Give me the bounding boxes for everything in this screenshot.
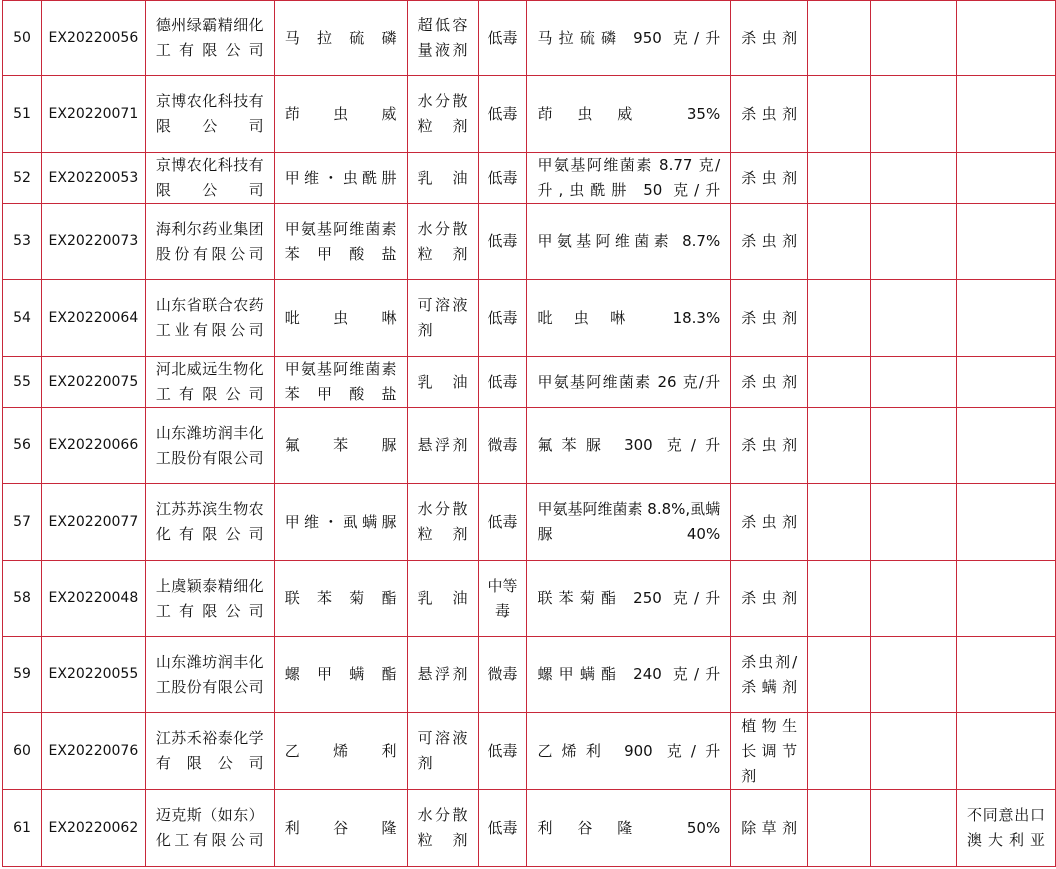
formulation-cell: 水分散粒剂 [407,484,478,561]
empty-cell [808,76,871,153]
registration-number-cell: EX20220062 [41,790,145,867]
active-ingredient-cell: 螺甲螨酯 240 克/升 [527,637,731,713]
remark-cell [957,280,1056,357]
row-number-cell: 58 [3,561,42,637]
active-ingredient-cell: 吡虫啉 18.3% [527,280,731,357]
formulation-cell: 水分散粒剂 [407,76,478,153]
active-ingredient-cell: 甲氨基阿维菌素 8.77 克/升,虫酰肼 50 克/升 [527,153,731,204]
category-cell: 杀虫剂 [731,153,808,204]
product-name-cell: 吡虫啉 [274,280,407,357]
registration-number-cell: EX20220055 [41,637,145,713]
table-row [3,790,1056,867]
registration-number-cell: EX20220064 [41,280,145,357]
category-cell: 杀虫剂 [731,204,808,280]
empty-cell [871,1,957,76]
category-cell: 杀虫剂 [731,357,808,408]
active-ingredient-cell: 甲氨基阿维菌素 8.7% [527,204,731,280]
active-ingredient-cell: 氟苯脲 300 克/升 [527,408,731,484]
company-cell: 迈克斯（如东）化工有限公司 [145,790,274,867]
product-name-cell: 甲氨基阿维菌素苯甲酸盐 [274,204,407,280]
empty-cell [871,357,957,408]
table-row [3,1,1056,76]
toxicity-cell: 低毒 [478,790,527,867]
company-cell: 京博农化科技有限公司 [145,76,274,153]
row-number-cell: 50 [3,1,42,76]
empty-cell [808,357,871,408]
registration-number-cell: EX20220066 [41,408,145,484]
table-row [3,637,1056,713]
formulation-cell: 水分散粒剂 [407,204,478,280]
company-cell: 德州绿霸精细化工有限公司 [145,1,274,76]
remark-cell [957,637,1056,713]
registration-number-cell: EX20220053 [41,153,145,204]
company-cell: 山东潍坊润丰化工股份有限公司 [145,637,274,713]
category-cell: 杀虫剂/杀螨剂 [731,637,808,713]
toxicity-cell: 低毒 [478,204,527,280]
formulation-cell: 悬浮剂 [407,408,478,484]
formulation-cell: 可溶液剂 [407,713,478,790]
formulation-cell: 水分散粒剂 [407,790,478,867]
empty-cell [808,280,871,357]
product-name-cell: 利谷隆 [274,790,407,867]
table-row [3,408,1056,484]
empty-cell [871,790,957,867]
company-cell: 海利尔药业集团股份有限公司 [145,204,274,280]
toxicity-cell: 低毒 [478,357,527,408]
remark-cell [957,76,1056,153]
row-number-cell: 54 [3,280,42,357]
row-number-cell: 52 [3,153,42,204]
remark-cell [957,357,1056,408]
company-cell: 山东潍坊润丰化工股份有限公司 [145,408,274,484]
table-row [3,357,1056,408]
empty-cell [808,637,871,713]
toxicity-cell: 低毒 [478,280,527,357]
category-cell: 杀虫剂 [731,280,808,357]
category-cell: 杀虫剂 [731,408,808,484]
product-name-cell: 氟苯脲 [274,408,407,484]
remark-cell: 不同意出口澳大利亚 [957,790,1056,867]
table-row [3,76,1056,153]
remark-cell [957,204,1056,280]
formulation-cell: 乳油 [407,561,478,637]
empty-cell [871,561,957,637]
registration-number-cell: EX20220076 [41,713,145,790]
toxicity-cell: 低毒 [478,153,527,204]
row-number-cell: 57 [3,484,42,561]
toxicity-cell: 低毒 [478,76,527,153]
empty-cell [808,790,871,867]
registration-number-cell: EX20220056 [41,1,145,76]
toxicity-cell: 微毒 [478,408,527,484]
active-ingredient-cell: 甲氨基阿维菌素 8.8%,虱螨脲 40% [527,484,731,561]
remark-cell [957,1,1056,76]
empty-cell [871,153,957,204]
category-cell: 除草剂 [731,790,808,867]
company-cell: 上虞颖泰精细化工有限公司 [145,561,274,637]
product-name-cell: 螺甲螨酯 [274,637,407,713]
row-number-cell: 55 [3,357,42,408]
formulation-cell: 乳油 [407,153,478,204]
formulation-cell: 悬浮剂 [407,637,478,713]
registration-number-cell: EX20220077 [41,484,145,561]
category-cell: 杀虫剂 [731,484,808,561]
toxicity-cell: 中等毒 [478,561,527,637]
toxicity-cell: 低毒 [478,1,527,76]
company-cell: 江苏苏滨生物农化有限公司 [145,484,274,561]
active-ingredient-cell: 利谷隆 50% [527,790,731,867]
product-name-cell: 甲维・虫酰肼 [274,153,407,204]
toxicity-cell: 低毒 [478,713,527,790]
toxicity-cell: 低毒 [478,484,527,561]
empty-cell [808,484,871,561]
table-row [3,484,1056,561]
empty-cell [808,408,871,484]
active-ingredient-cell: 茚虫威 35% [527,76,731,153]
registration-number-cell: EX20220075 [41,357,145,408]
active-ingredient-cell: 乙烯利 900 克/升 [527,713,731,790]
empty-cell [871,484,957,561]
row-number-cell: 61 [3,790,42,867]
table-row [3,561,1056,637]
empty-cell [871,713,957,790]
table-body [3,1,1056,867]
empty-cell [808,204,871,280]
empty-cell [871,408,957,484]
remark-cell [957,713,1056,790]
product-name-cell: 甲氨基阿维菌素苯甲酸盐 [274,357,407,408]
category-cell: 植物生长调节剂 [731,713,808,790]
formulation-cell: 可溶液剂 [407,280,478,357]
category-cell: 杀虫剂 [731,1,808,76]
empty-cell [808,561,871,637]
active-ingredient-cell: 联苯菊酯 250 克/升 [527,561,731,637]
formulation-cell: 乳油 [407,357,478,408]
product-name-cell: 乙烯利 [274,713,407,790]
company-cell: 京博农化科技有限公司 [145,153,274,204]
table-row [3,280,1056,357]
product-name-cell: 联苯菊酯 [274,561,407,637]
empty-cell [808,713,871,790]
formulation-cell: 超低容量液剂 [407,1,478,76]
registration-number-cell: EX20220048 [41,561,145,637]
row-number-cell: 59 [3,637,42,713]
row-number-cell: 56 [3,408,42,484]
product-name-cell: 甲维・虱螨脲 [274,484,407,561]
row-number-cell: 60 [3,713,42,790]
company-cell: 山东省联合农药工业有限公司 [145,280,274,357]
remark-cell [957,408,1056,484]
table-row [3,713,1056,790]
active-ingredient-cell: 甲氨基阿维菌素 26 克/升 [527,357,731,408]
pesticide-export-table [2,0,1056,867]
empty-cell [808,1,871,76]
category-cell: 杀虫剂 [731,561,808,637]
empty-cell [808,153,871,204]
toxicity-cell: 微毒 [478,637,527,713]
product-name-cell: 茚虫威 [274,76,407,153]
registration-number-cell: EX20220073 [41,204,145,280]
remark-cell [957,561,1056,637]
remark-cell [957,484,1056,561]
row-number-cell: 51 [3,76,42,153]
company-cell: 河北威远生物化工有限公司 [145,357,274,408]
table-row [3,204,1056,280]
registration-number-cell: EX20220071 [41,76,145,153]
table-row [3,153,1056,204]
company-cell: 江苏禾裕泰化学有限公司 [145,713,274,790]
row-number-cell: 53 [3,204,42,280]
product-name-cell: 马拉硫磷 [274,1,407,76]
empty-cell [871,637,957,713]
empty-cell [871,76,957,153]
empty-cell [871,280,957,357]
category-cell: 杀虫剂 [731,76,808,153]
active-ingredient-cell: 马拉硫磷 950 克/升 [527,1,731,76]
remark-cell [957,153,1056,204]
empty-cell [871,204,957,280]
